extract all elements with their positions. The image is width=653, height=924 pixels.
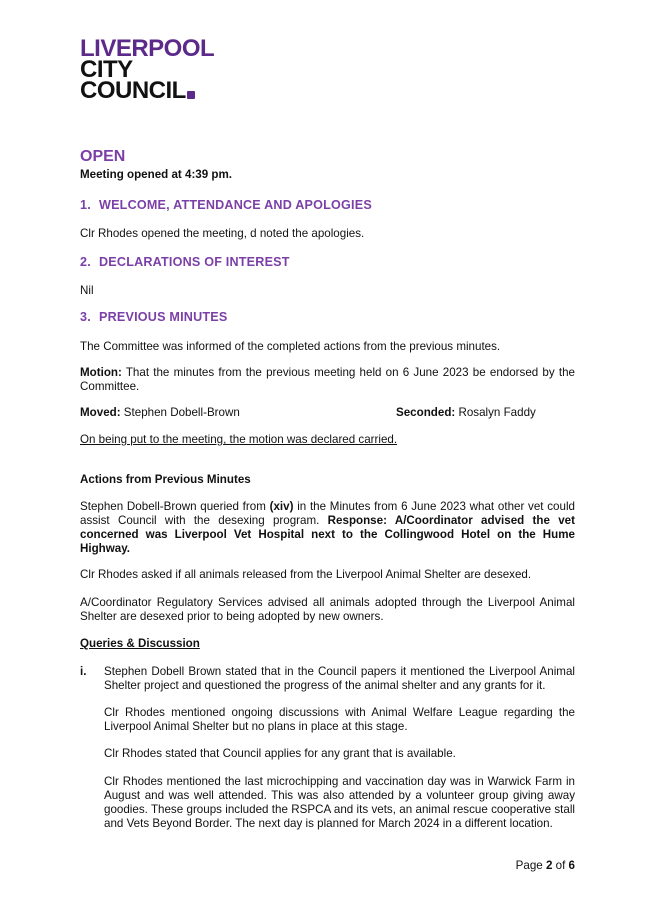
queries-paragraph-1: Stephen Dobell Brown stated that in the Council papers it mentioned the Liverpool Animal Shelter project and questioned the progress of the animal shelter and any grants for it.	[104, 665, 575, 692]
queries-paragraph-2: Clr Rhodes mentioned ongoing discussions with Animal Welfare League regarding the Liverpool Animal Shelter but no plans in place at this stage.	[104, 706, 575, 733]
logo-line-2: CITY	[80, 56, 133, 83]
actions-paragraph-3: A/Coordinator Regulatory Services advised all animals adopted through the Liverpool Animal Shelter are desexed prior to being adopted by new owners.	[80, 596, 575, 623]
motion-text: Motion: That the minutes from the previous meeting held on 6 June 2023 be endorsed by the Committee.	[80, 366, 575, 393]
logo-line-1: LIVERPOOL	[80, 35, 215, 62]
logo-dot-icon	[187, 91, 195, 99]
actions-heading: Actions from Previous Minutes	[80, 473, 251, 486]
open-heading: OPEN	[80, 148, 126, 165]
queries-heading: Queries & Discussion	[80, 637, 200, 650]
logo-line-3: COUNCIL	[80, 80, 214, 101]
motion-carried-text: On being put to the meeting, the motion was declared carried.	[80, 433, 398, 446]
council-logo	[80, 35, 215, 104]
queries-paragraph-4: Clr Rhodes mentioned the last microchipping and vaccination day was in Warwick Farm in August and was well attended. This was also attended by a volunteer group giving away goodies. These groups included the RSPCA and its vets, an animal rescue cooperative stall and Vets Beyond Border. The next day is planned for March 2024 in a different location.	[104, 775, 575, 830]
seconded-line: Seconded: Rosalyn Faddy	[396, 406, 536, 419]
actions-paragraph-2: Clr Rhodes asked if all animals released from the Liverpool Animal Shelter are desexed.	[80, 568, 532, 581]
page-number-footer: Page 2 of 6	[515, 859, 575, 872]
actions-paragraph-1: Stephen Dobell-Brown queried from (xiv) in the Minutes from 6 June 2023 what other vet could assist Council with the desexing program. Response: A/Coordinator advised the vet concerned was Liverpool Vet Hospital next to the Collingwood Hotel on the Hume Highway.	[80, 500, 575, 555]
meeting-opened-text: Meeting opened at 4:39 pm.	[80, 168, 233, 181]
section-heading-1: 1. WELCOME, ATTENDANCE AND APOLOGIES	[80, 198, 372, 212]
section-heading-3: 3. PREVIOUS MINUTES	[80, 310, 228, 324]
previous-minutes-informed: The Committee was informed of the completed actions from the previous minutes.	[80, 340, 501, 353]
list-marker-i: i.	[80, 665, 87, 678]
declarations-text: Nil	[80, 284, 94, 297]
welcome-text: Clr Rhodes opened the meeting, d noted the apologies.	[80, 227, 365, 240]
moved-line: Moved: Stephen Dobell-Brown	[80, 406, 240, 419]
section-heading-2: 2. DECLARATIONS OF INTEREST	[80, 255, 290, 269]
queries-paragraph-3: Clr Rhodes stated that Council applies for any grant that is available.	[104, 747, 456, 760]
